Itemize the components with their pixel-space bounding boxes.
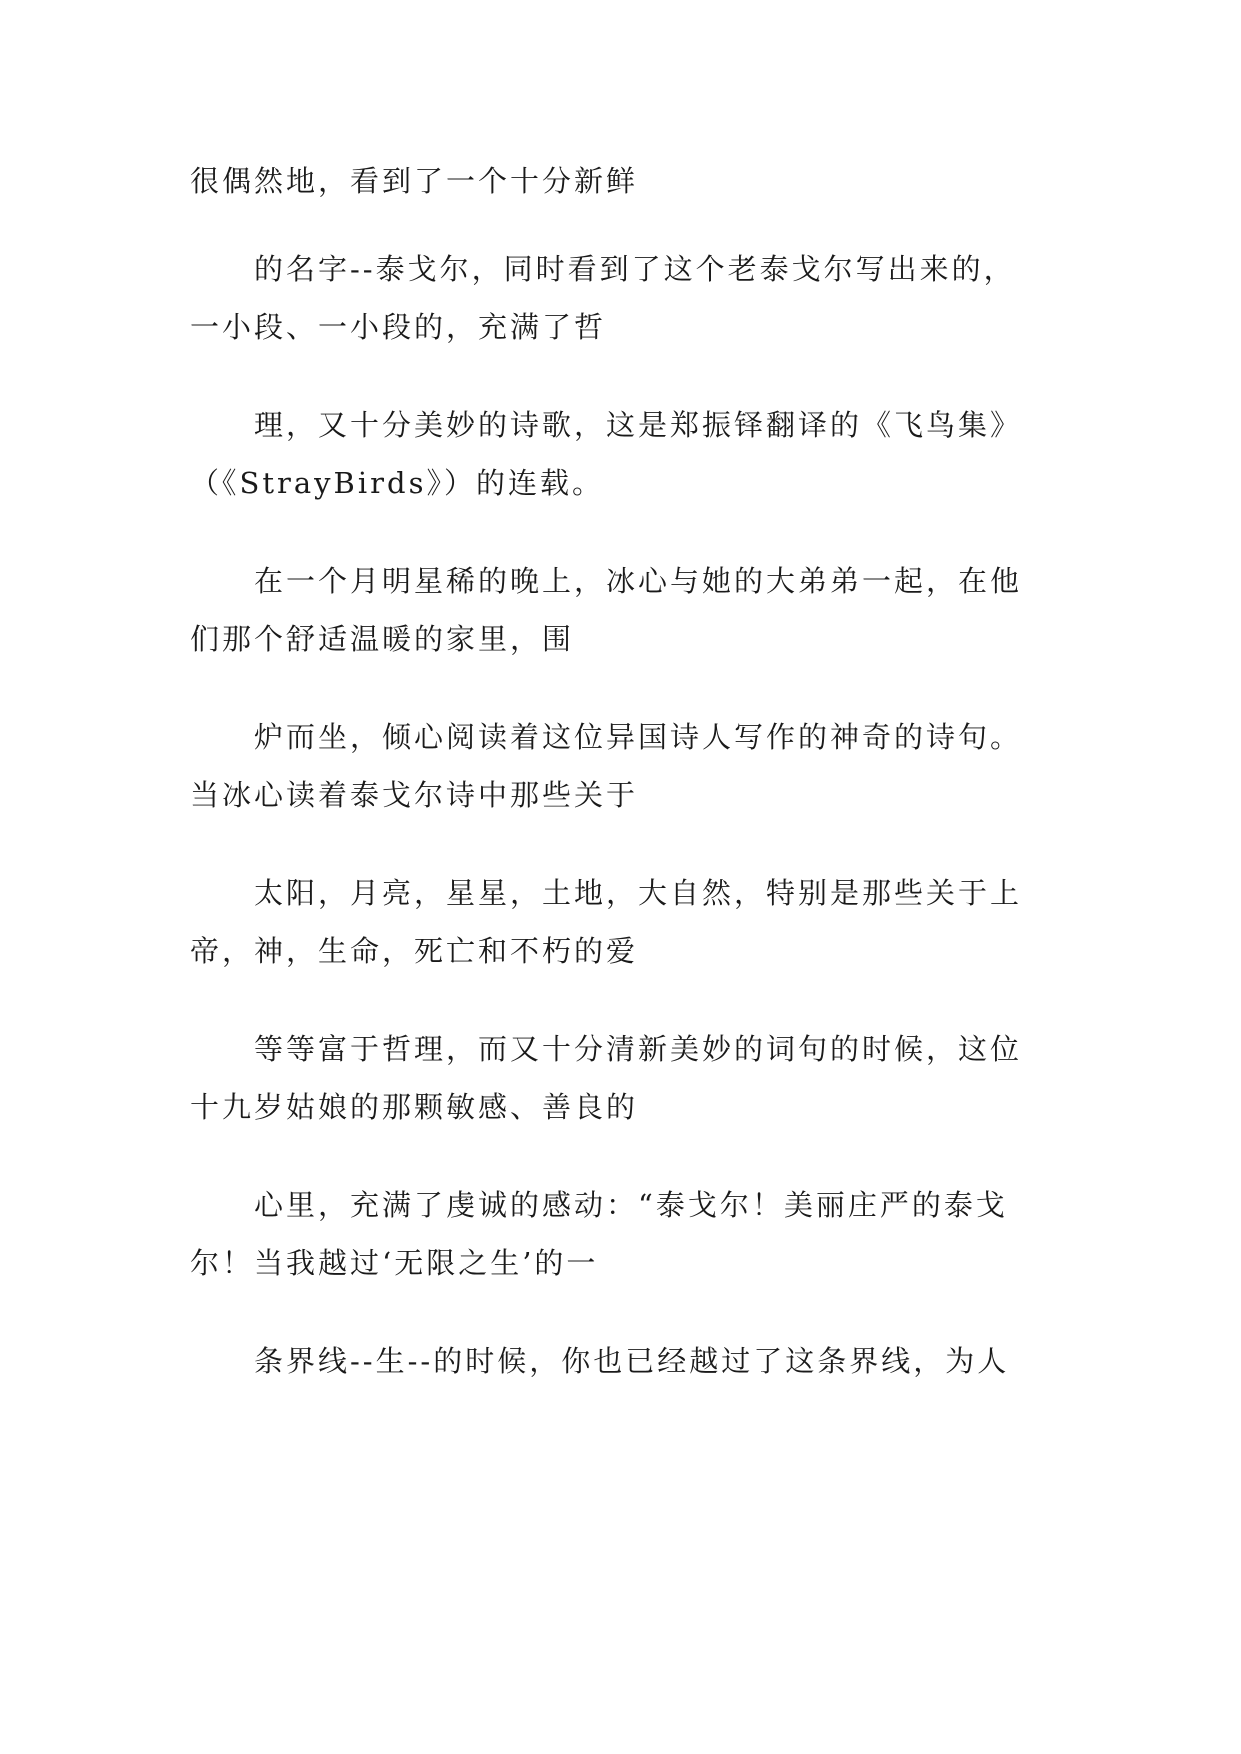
text-line: （《StrayBirds》）的连载。 [190,466,604,500]
text-line: 们那个舒适温暖的家里，围 [190,622,575,656]
text-line: 十九岁姑娘的那颗敏感、善良的 [190,1090,639,1124]
paragraph-8 [190,1176,1050,1292]
text-line: 一小段、一小段的，充满了哲 [190,310,607,344]
paragraph-7 [190,1020,1050,1136]
paragraph-5 [190,708,1050,824]
text-line: 太阳，月亮，星星，土地，大自然，特别是那些关于上 [254,876,1023,910]
text-line: 帝，神，生命，死亡和不朽的爱 [190,934,639,968]
text-line: 尔！当我越过‘无限之生’的一 [190,1246,599,1280]
paragraph-1 [190,152,1050,210]
paragraph-2 [190,240,1050,356]
paragraph-3 [190,396,1050,512]
text-line: 理，又十分美妙的诗歌，这是郑振铎翻译的《飞鸟集》 [254,408,1023,442]
paragraph-9 [190,1332,1050,1390]
text-line: 心里，充满了虔诚的感动：“泰戈尔！美丽庄严的泰戈 [254,1188,1008,1222]
text-line: 在一个月明星稀的晚上，冰心与她的大弟弟一起，在他 [254,564,1023,598]
paragraph-6 [190,864,1050,980]
text-line: 炉而坐，倾心阅读着这位异国诗人写作的神奇的诗句。 [254,720,1023,754]
text-line: 条界线--生--的时候，你也已经越过了这条界线，为人 [254,1344,1010,1378]
text-line: 等等富于哲理，而又十分清新美妙的词句的时候，这位 [254,1032,1023,1066]
text-line: 很偶然地，看到了一个十分新鲜 [190,164,639,198]
paragraph-4 [190,552,1050,668]
text-line: 的名字--泰戈尔，同时看到了这个老泰戈尔写出来的， [254,252,1016,286]
text-line: 当冰心读着泰戈尔诗中那些关于 [190,778,639,812]
